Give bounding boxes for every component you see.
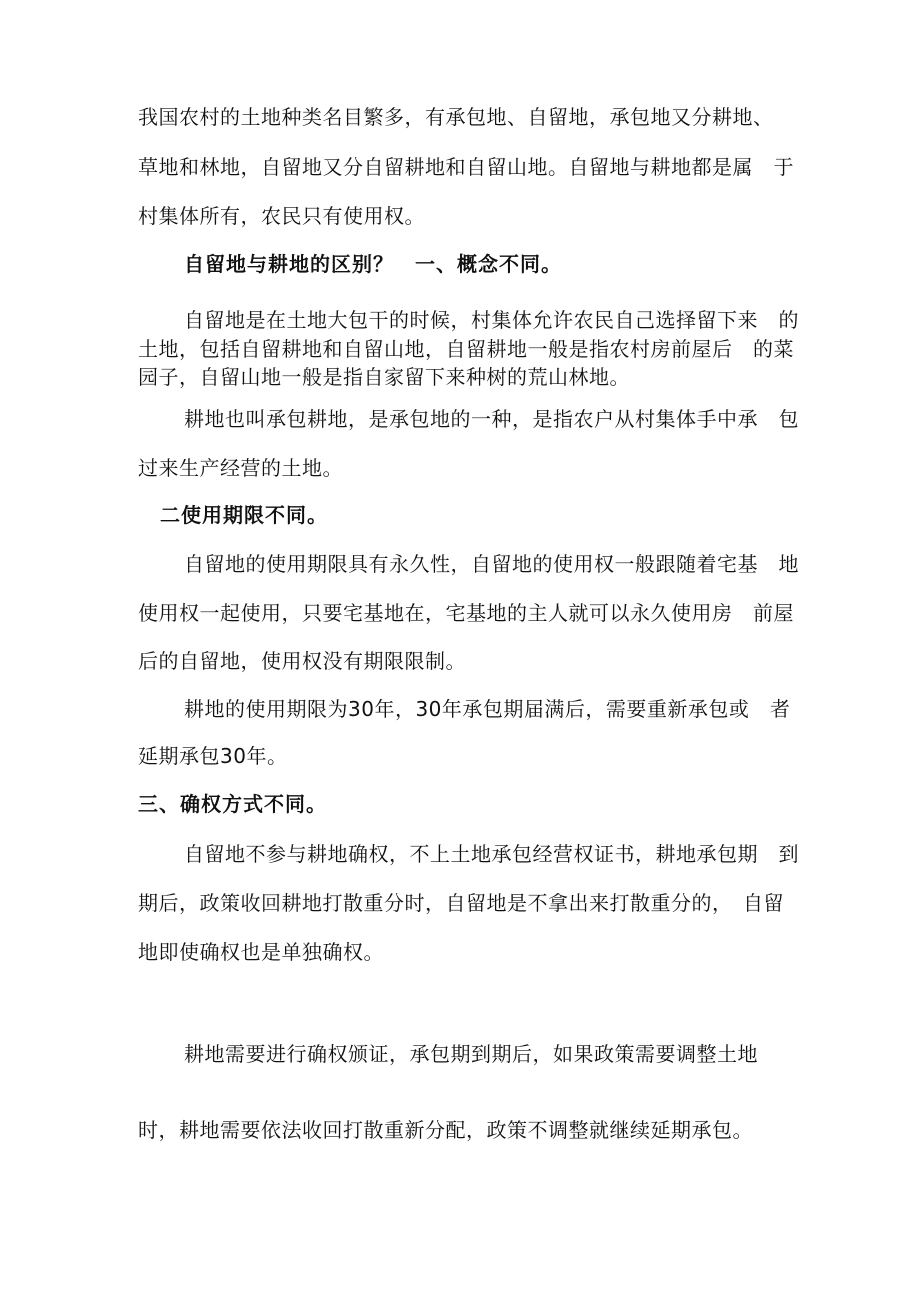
paragraph-3-line-3: 后的自留地，使用权没有期限限制。	[138, 649, 466, 673]
paragraph-1-line-2: 土地，包括自留耕地和自留山地，自留耕地一般是指农村房前屋后 的菜	[138, 337, 794, 361]
intro-line-3: 村集体所有，农民只有使用权。	[138, 204, 425, 228]
paragraph-6-line-1: 耕地需要进行确权颁证，承包期到期后，如果政策需要调整土地	[184, 1042, 758, 1066]
paragraph-3-line-1: 自留地的使用期限具有永久性，自留地的使用权一般跟随着宅基 地	[184, 552, 799, 576]
paragraph-5-line-2: 期后，政策收回耕地打散重分时，自留地是不拿出来打散重分的， 自留	[138, 891, 784, 915]
paragraph-3-line-2: 使用权一起使用，只要宅基地在，宅基地的主人就可以永久使用房 前屋	[138, 601, 794, 625]
intro-line-2: 草地和林地，自留地又分自留耕地和自留山地。自留地与耕地都是属 于	[138, 155, 794, 179]
heading-concept: 自留地与耕地的区别？ 一、概念不同。	[184, 252, 562, 276]
heading-rights: 三、确权方式不同。	[138, 792, 327, 816]
paragraph-2-line-2: 过来生产经营的土地。	[138, 456, 343, 480]
paragraph-4-line-1: 耕地的使用期限为30年，30年承包期届满后，需要重新承包或 者	[184, 697, 791, 721]
paragraph-2-line-1: 耕地也叫承包耕地，是承包地的一种，是指农户从村集体手中承 包	[184, 407, 799, 431]
paragraph-1-line-1: 自留地是在土地大包干的时候，村集体允许农民自己选择留下来 的	[184, 308, 799, 332]
paragraph-1-line-3: 园子，自留山地一般是指自家留下来种树的荒山林地。	[138, 365, 630, 389]
paragraph-5-line-3: 地即使确权也是单独确权。	[138, 940, 384, 964]
intro-line-1: 我国农村的土地种类名目繁多，有承包地、自留地，承包地又分耕地、	[138, 105, 774, 129]
paragraph-5-line-1: 自留地不参与耕地确权，不上土地承包经营权证书，耕地承包期 到	[184, 842, 799, 866]
paragraph-6-line-2: 时，耕地需要依法收回打散重新分配，政策不调整就继续延期承包。	[138, 1118, 753, 1142]
heading-term: 二使用期限不同。	[160, 503, 328, 527]
paragraph-4-line-2: 延期承包30年。	[138, 744, 288, 768]
